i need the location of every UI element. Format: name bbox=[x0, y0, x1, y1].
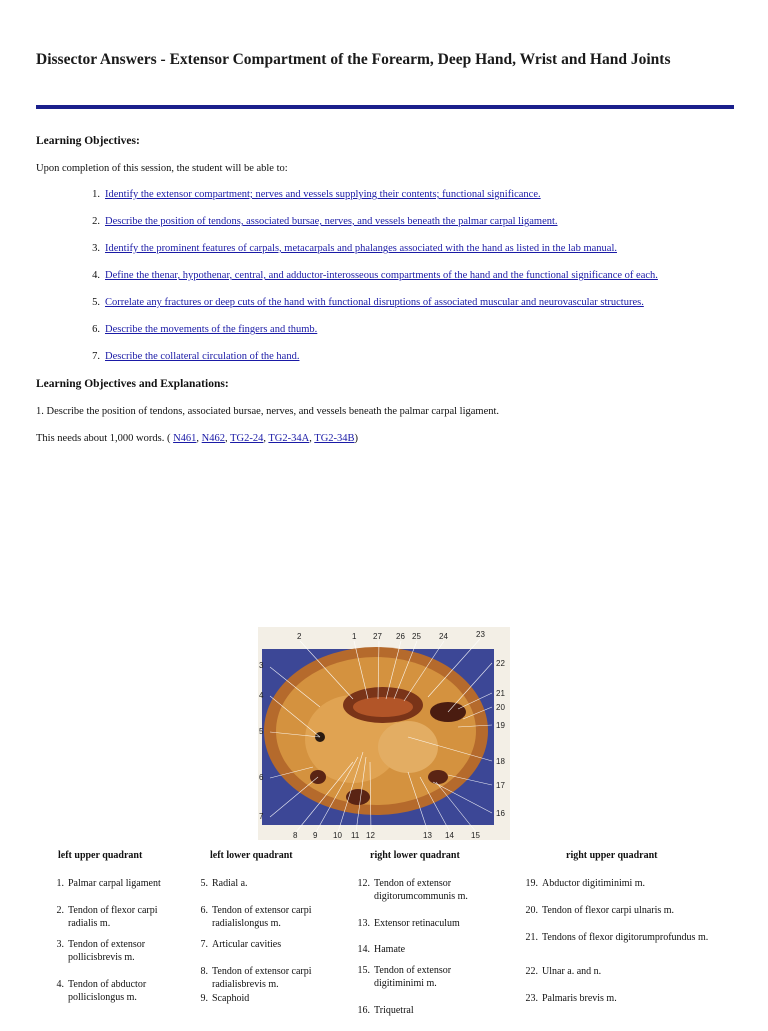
page-title: Dissector Answers - Extensor Compartment of the Forearm, Deep Hand, Wrist and Hand Joints bbox=[36, 51, 671, 68]
figure-label-21: 21 bbox=[496, 689, 505, 698]
list-item: 6. Tendon of extensor carpi radialislongus m. bbox=[200, 905, 312, 929]
figure-label-15: 15 bbox=[471, 831, 480, 840]
right-upper-quadrant-list bbox=[520, 877, 730, 1019]
objective-link-2[interactable]: Describe the position of tendons, associated bursae, nerves, and vessels beneath the palmar carpal ligament. bbox=[105, 216, 558, 227]
list-item: 1. Identify the extensor compartment; nerves and vessels supplying their contents; functional significance. bbox=[92, 189, 541, 200]
objective-link-6[interactable]: Describe the movements of the fingers and thumb. bbox=[105, 324, 318, 335]
list-item: 16. Triquetral bbox=[357, 1005, 414, 1016]
list-item: 4. Define the thenar, hypothenar, central, and adductor-interosseous compartments of the hand and the functional significance of each. bbox=[92, 270, 658, 281]
title-divider bbox=[36, 105, 734, 109]
question-text: 1. Describe the position of tendons, associated bursae, nerves, and vessels beneath the palmar carpal ligament. bbox=[36, 406, 500, 417]
list-item: 12. Tendon of extensor digitorumcommunis m. bbox=[357, 878, 468, 902]
list-item: 15. Tendon of extensor digitiminimi m. bbox=[357, 965, 452, 989]
list-item: 4. Tendon of abductor pollicislongus m. bbox=[56, 979, 147, 1003]
objective-link-1[interactable]: Identify the extensor compartment; nerves and vessels supplying their contents; functional significance. bbox=[105, 189, 541, 200]
figure-label-14: 14 bbox=[445, 831, 454, 840]
list-item: 8. Tendon of extensor carpi radialisbrevis m. bbox=[200, 966, 312, 990]
figure-label-27: 27 bbox=[373, 632, 382, 641]
list-item: 5. Radial a. bbox=[200, 878, 248, 889]
figure-label-22: 22 bbox=[496, 659, 505, 668]
figure-label-8: 8 bbox=[293, 831, 298, 840]
reference-link-tg2-24[interactable]: TG2-24 bbox=[230, 433, 264, 444]
list-item: 7. Describe the collateral circulation of the hand. bbox=[92, 351, 300, 362]
objective-link-3[interactable]: Identify the prominent features of carpals, metacarpals and phalanges associated with the hand as listed in the lab manual. bbox=[105, 243, 617, 254]
figure-label-1: 1 bbox=[352, 632, 357, 641]
quadrant-heading-right-upper: right upper quadrant bbox=[566, 850, 658, 861]
figure-label-13: 13 bbox=[423, 831, 432, 840]
learning-objectives-heading: Learning Objectives: bbox=[36, 135, 140, 147]
reference-link-n461[interactable]: N461 bbox=[173, 433, 197, 444]
reference-link-tg2-34b[interactable]: TG2-34B bbox=[314, 433, 355, 444]
explanations-heading: Learning Objectives and Explanations: bbox=[36, 378, 229, 390]
objective-link-5[interactable]: Correlate any fractures or deep cuts of the hand with functional disruptions of associated muscular and neurovascular structures. bbox=[105, 297, 644, 308]
figure-label-12: 12 bbox=[366, 831, 375, 840]
figure-label-11: 11 bbox=[351, 831, 360, 840]
wrist-cross-section-image bbox=[258, 627, 510, 840]
objective-link-4[interactable]: Define the thenar, hypothenar, central, and adductor-interosseous compartments of the hand and the functional significance of each. bbox=[105, 270, 658, 281]
figure-label-23: 23 bbox=[476, 630, 485, 639]
figure-label-2: 2 bbox=[297, 632, 302, 641]
list-item: 3. Tendon of extensor pollicisbrevis m. bbox=[56, 939, 146, 963]
list-item: 2. Tendon of flexor carpi radialis m. bbox=[56, 905, 158, 929]
list-item: 9. Scaphoid bbox=[200, 993, 250, 1004]
list-item: 2. Describe the position of tendons, associated bursae, nerves, and vessels beneath the palmar carpal ligament. bbox=[92, 216, 558, 227]
list-item: 5. Correlate any fractures or deep cuts of the hand with functional disruptions of associated muscular and neurovascular structures. bbox=[92, 297, 644, 308]
list-item: 20. Tendon of flexor carpi ulnaris m. bbox=[525, 905, 675, 916]
figure-label-10: 10 bbox=[333, 831, 342, 840]
objectives-intro: Upon completion of this session, the student will be able to: bbox=[36, 163, 288, 174]
figure-label-17: 17 bbox=[496, 781, 505, 790]
left-lower-quadrant-list bbox=[192, 877, 342, 1019]
figure-label-16: 16 bbox=[496, 809, 505, 818]
list-item: 6. Describe the movements of the fingers and thumb. bbox=[92, 324, 318, 335]
right-lower-quadrant-list bbox=[352, 877, 502, 1031]
wrist-cross-section-figure bbox=[258, 627, 510, 840]
reference-link-tg2-34a[interactable]: TG2-34A bbox=[268, 433, 310, 444]
list-item: 3. Identify the prominent features of carpals, metacarpals and phalanges associated with the hand as listed in the lab manual. bbox=[92, 243, 617, 254]
figure-label-18: 18 bbox=[496, 757, 505, 766]
list-item: 23. Palmaris brevis m. bbox=[525, 993, 617, 1004]
figure-label-20: 20 bbox=[496, 703, 505, 712]
figure-label-26: 26 bbox=[396, 632, 405, 641]
figure-label-19: 19 bbox=[496, 721, 505, 730]
figure-label-9: 9 bbox=[313, 831, 318, 840]
left-upper-quadrant-list bbox=[48, 877, 183, 1005]
figure-label-7: 7 bbox=[259, 812, 264, 821]
objective-link-7[interactable]: Describe the collateral circulation of the hand. bbox=[105, 351, 300, 362]
list-item: 14. Hamate bbox=[357, 944, 406, 955]
list-item: 1. Palmar carpal ligament bbox=[56, 878, 161, 889]
list-item: 21. Tendons of flexor digitorumprofundus m. bbox=[525, 932, 709, 943]
list-item: 13. Extensor retinaculum bbox=[357, 918, 460, 929]
figure-label-6: 6 bbox=[259, 773, 264, 782]
list-item: 7. Articular cavities bbox=[200, 939, 282, 950]
figure-label-5: 5 bbox=[259, 727, 264, 736]
figure-label-4: 4 bbox=[259, 691, 264, 700]
list-item: 22. Ulnar a. and n. bbox=[525, 966, 602, 977]
word-count-line: This needs about 1,000 words. ( N461, N462, TG2-24, TG2-34A, TG2-34B) bbox=[36, 433, 359, 444]
figure-label-24: 24 bbox=[439, 632, 448, 641]
list-item: 19. Abductor digitiminimi m. bbox=[525, 878, 646, 889]
quadrant-heading-left-lower: left lower quadrant bbox=[210, 850, 293, 861]
figure-label-3: 3 bbox=[259, 661, 264, 670]
quadrant-heading-left-upper: left upper quadrant bbox=[58, 850, 143, 861]
objectives-list bbox=[36, 188, 736, 377]
quadrant-heading-right-lower: right lower quadrant bbox=[370, 850, 460, 861]
reference-link-n462[interactable]: N462 bbox=[201, 433, 226, 444]
figure-label-25: 25 bbox=[412, 632, 421, 641]
